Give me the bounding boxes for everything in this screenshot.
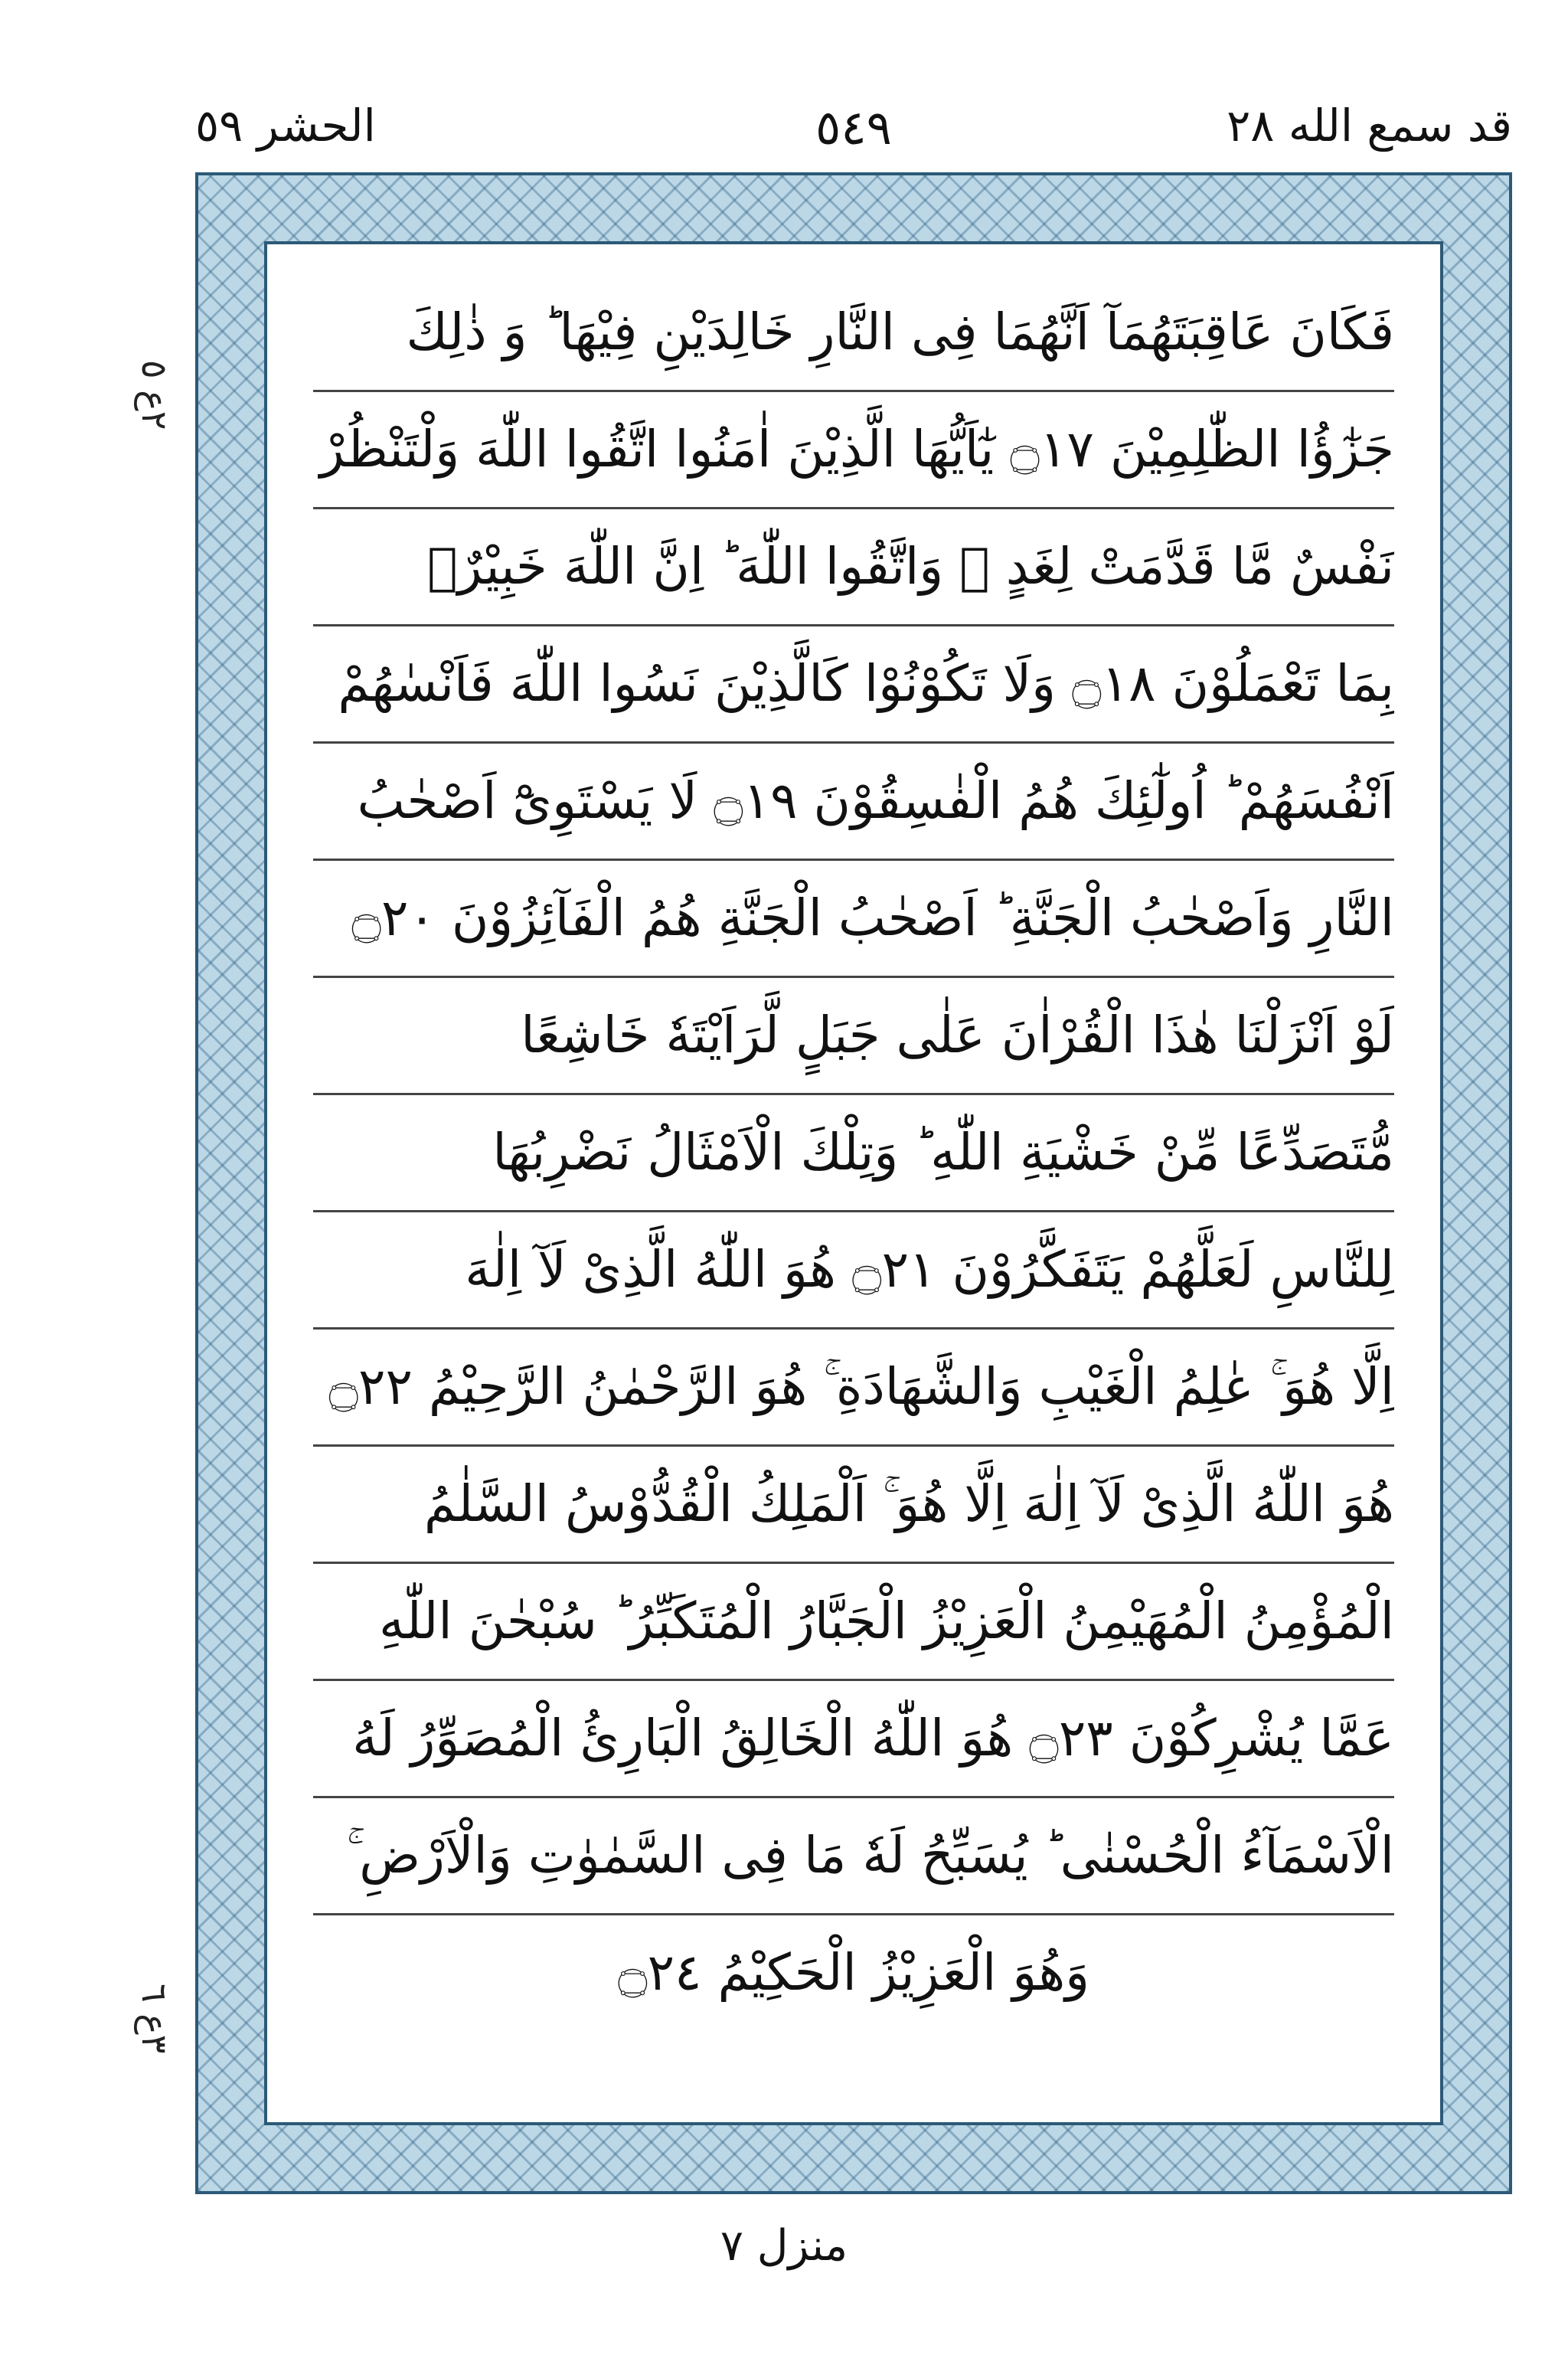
verse-line: مُّتَصَدِّعًا مِّنْ خَشْيَةِ اللّٰهِ ؕ وَتِلْكَ الْاَمْثَالُ نَضْرِبُهَا	[313, 1095, 1394, 1212]
manzil-footer: منزل ٧	[720, 2221, 848, 2271]
decorative-border	[195, 172, 1512, 2194]
verse-line: النَّارِ وَاَصْحٰبُ الْجَنَّةِ ؕ اَصْحٰبُ الْجَنَّةِ هُمُ الْفَآئِزُوْنَ ۝٢٠	[313, 861, 1394, 978]
juz-title: قد سمع الله ٢٨	[1227, 100, 1512, 152]
verse-line: اَنْفُسَهُمْ ؕ اُولٰٓئِكَ هُمُ الْفٰسِقُوْنَ ۝١٩ لَا يَسْتَوِىْٓ اَصْحٰبُ	[313, 744, 1394, 861]
page-header	[195, 100, 1512, 176]
verse-line: الْاَسْمَآءُ الْحُسْنٰى ؕ يُسَبِّحُ لَهٗ مَا فِى السَّمٰوٰتِ وَالْاَرْضِ ۚ	[313, 1798, 1394, 1915]
page-number: ٥٤٩	[815, 100, 892, 155]
verse-line: لِلنَّاسِ لَعَلَّهُمْ يَتَفَكَّرُوْنَ ۝٢١ هُوَ اللّٰهُ الَّذِىْ لَآ اِلٰهَ	[313, 1212, 1394, 1330]
verse-line: عَمَّا يُشْرِكُوْنَ ۝٢٣ هُوَ اللّٰهُ الْخَالِقُ الْبَارِئُ الْمُصَوِّرُ لَهُ	[313, 1681, 1394, 1798]
verse-line: فَكَانَ عَاقِبَتَهُمَآ اَنَّهُمَا فِى النَّارِ خَالِدَيْنِ فِيْهَا ؕ وَ ذٰلِكَ	[313, 275, 1394, 392]
verse-line: الْمُؤْمِنُ الْمُهَيْمِنُ الْعَزِيْزُ الْجَبَّارُ الْمُتَكَبِّرُ ؕ سُبْحٰنَ اللّٰهِ	[313, 1564, 1394, 1681]
text-panel	[264, 241, 1443, 2125]
verse-line: هُوَ اللّٰهُ الَّذِىْ لَآ اِلٰهَ اِلَّا هُوَ ۚ اَلْمَلِكُ الْقُدُّوْسُ السَّلٰمُ	[313, 1447, 1394, 1564]
ruku-marker-bottom: ٣ع ٦	[134, 1984, 175, 2054]
ruku-marker-top: ٢ع ٥	[134, 360, 175, 430]
verse-line: وَهُوَ الْعَزِيْزُ الْحَكِيْمُ ۝٢٤	[617, 1943, 1090, 2002]
verse-line: جَزٰٓؤُا الظّٰلِمِيْنَ ۝١٧ يٰٓاَيُّهَا الَّذِيْنَ اٰمَنُوا اتَّقُوا اللّٰهَ وَلْتَنْظُرْ	[313, 392, 1394, 509]
verse-line: بِمَا تَعْمَلُوْنَ ۝١٨ وَلَا تَكُوْنُوْا كَالَّذِيْنَ نَسُوا اللّٰهَ فَاَنْسٰهُمْ	[313, 626, 1394, 744]
verse-line: لَوْ اَنْزَلْنَا هٰذَا الْقُرْاٰنَ عَلٰى جَبَلٍ لَّرَاَيْتَهٗ خَاشِعًا	[313, 978, 1394, 1095]
verse-lines	[313, 275, 1394, 2030]
verse-line: نَفْسٌ مَّا قَدَّمَتْ لِغَدٍ ۚ وَاتَّقُوا اللّٰهَ ؕ اِنَّ اللّٰهَ خَبِيْرٌۢ	[313, 509, 1394, 626]
surah-title: الحشر ٥٩	[195, 100, 376, 152]
verse-line: اِلَّا هُوَ ۚ عٰلِمُ الْغَيْبِ وَالشَّهَادَةِ ۚ هُوَ الرَّحْمٰنُ الرَّحِيْمُ ۝٢٢	[313, 1330, 1394, 1447]
